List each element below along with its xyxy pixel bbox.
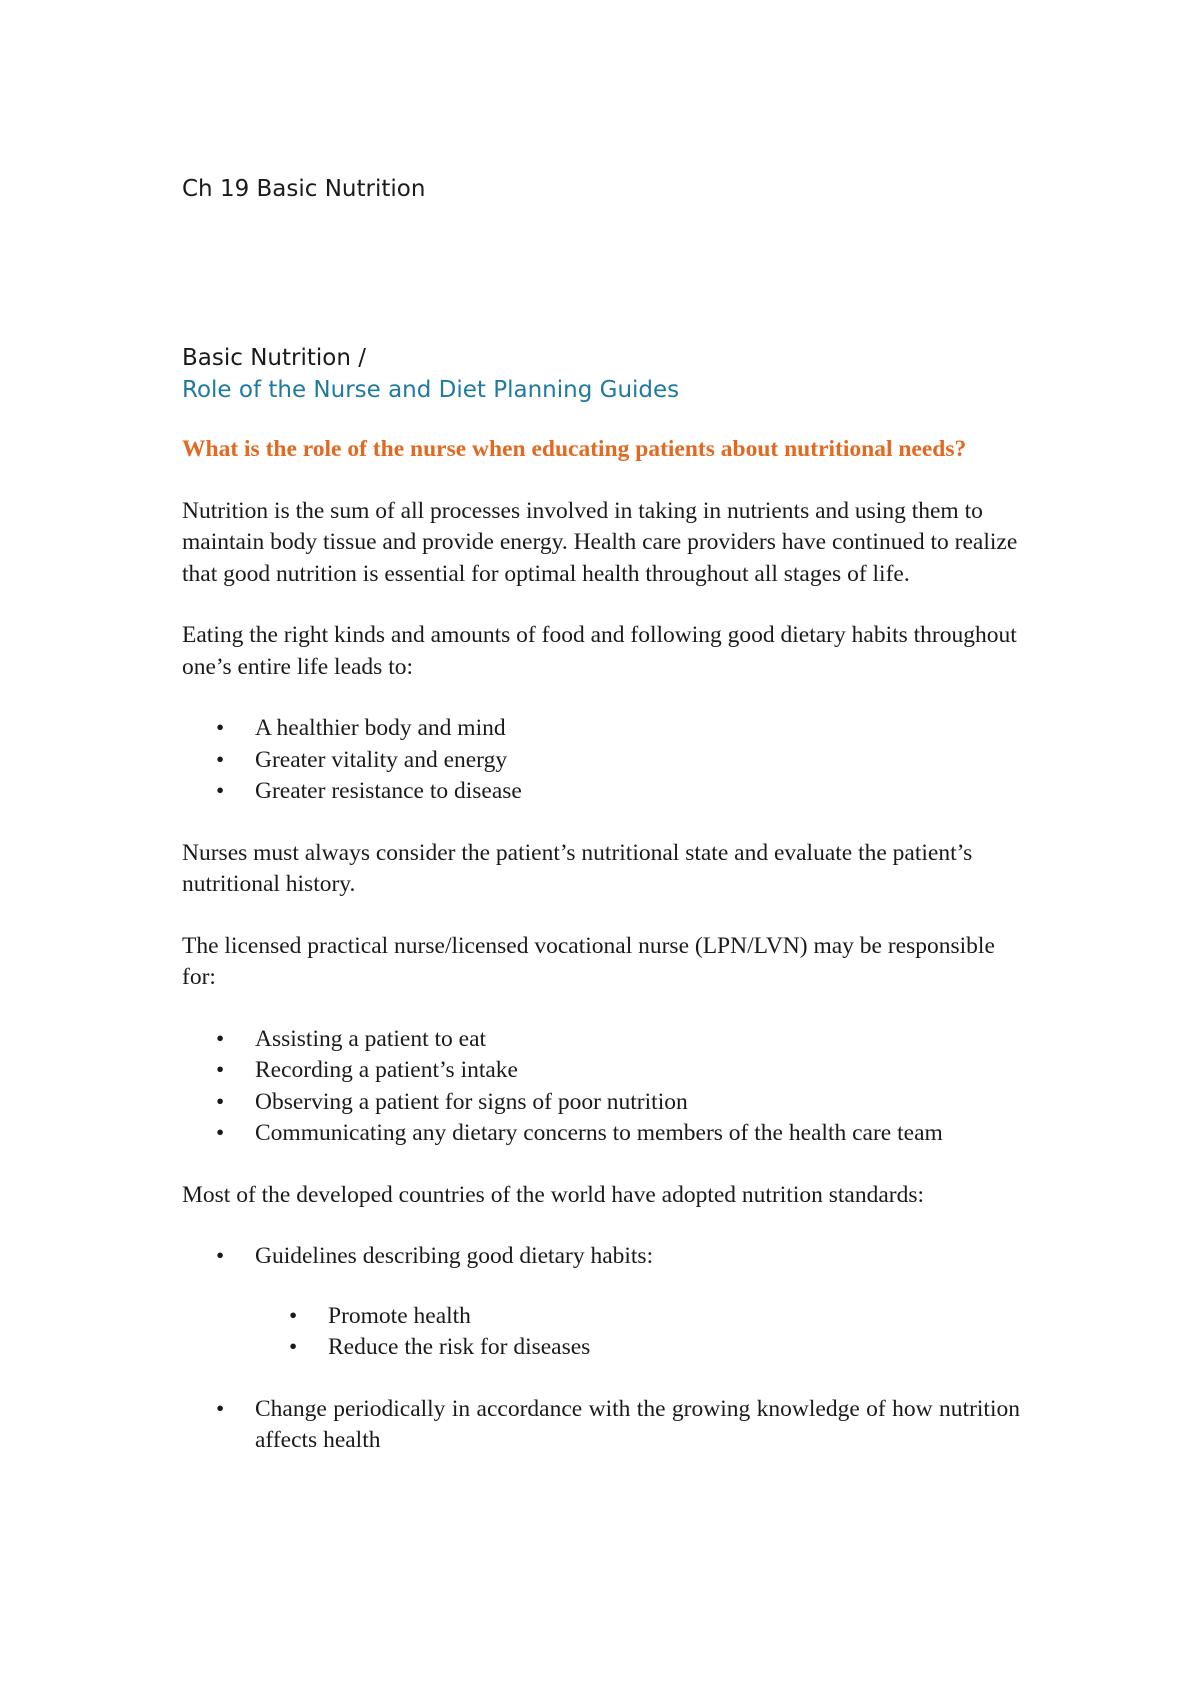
list-item: • Change periodically in accordance with the growing knowledge of how nutrition affects health	[182, 1394, 1020, 1457]
nested-list-item: • Reduce the risk for diseases	[255, 1332, 1020, 1364]
section-question: What is the role of the nurse when educating patients about nutritional needs?	[182, 436, 967, 462]
paragraph-lpn-lvn: The licensed practical nurse/licensed vocational nurse (LPN/LVN) may be responsible for:	[182, 932, 995, 990]
list-item: • Recording a patient’s intake	[182, 1055, 1020, 1087]
paragraph-standards: Most of the developed countries of the world have adopted nutrition standards:	[182, 1181, 925, 1208]
benefits-list	[182, 713, 1020, 808]
section-subheading: Role of the Nurse and Diet Planning Guides	[182, 377, 680, 403]
list-item: • Greater resistance to disease	[182, 776, 1020, 808]
list-item: • Communicating any dietary concerns to members of the health care team	[182, 1118, 1020, 1150]
list-item: • Greater vitality and energy	[182, 745, 1020, 777]
standards-list	[182, 1241, 1020, 1457]
list-item: • Assisting a patient to eat	[182, 1024, 1020, 1056]
list-item: • Observing a patient for signs of poor nutrition	[182, 1087, 1020, 1119]
paragraph-habits: Eating the right kinds and amounts of food and following good dietary habits throughout one’s entire life leads to:	[182, 622, 1017, 680]
nested-list-item: • Promote health	[255, 1301, 1020, 1333]
responsibilities-list	[182, 1024, 1020, 1150]
nested-list	[255, 1301, 1020, 1364]
list-item	[182, 1241, 1020, 1364]
list-item-text: Guidelines describing good dietary habits:	[255, 1243, 654, 1269]
paragraph-definition: Nutrition is the sum of all processes involved in taking in nutrients and using them to maintain body tissue and provide energy. Health care providers have continued to realize that good nutrition is essential for optimal health throughout all stages of life.	[182, 497, 1018, 587]
document-title: Ch 19 Basic Nutrition	[182, 176, 426, 202]
section-heading: Basic Nutrition /	[182, 345, 366, 371]
paragraph-nurse-role: Nurses must always consider the patient’s nutritional state and evaluate the patient’s nutritional history.	[182, 839, 973, 897]
list-item: • A healthier body and mind	[182, 713, 1020, 745]
document-body	[182, 342, 1020, 1487]
